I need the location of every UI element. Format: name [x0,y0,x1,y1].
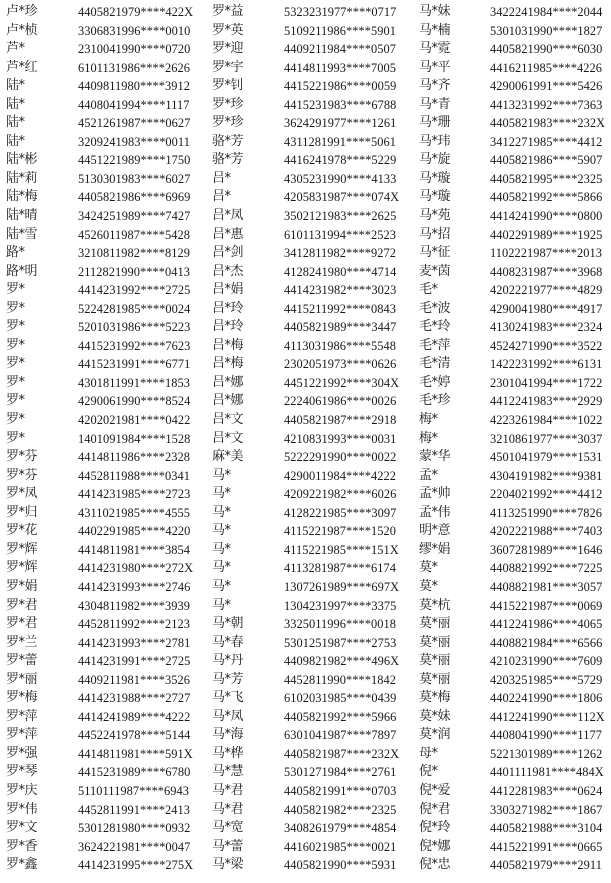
id-number: 2302051973****0626 [284,357,397,372]
person-name: 毛*波 [419,300,451,316]
id-number: 1304231997****3375 [284,598,397,613]
id-number: 4414241990****0800 [490,209,603,224]
person-name: 马*征 [419,245,451,261]
id-number: 4414231980****272X [78,561,194,576]
id-number: 5224281985****0024 [78,301,191,316]
id-number: 4202221988****7403 [490,524,603,539]
id-number: 1401091984****1528 [78,431,191,446]
id-number: 4524271990****3522 [490,338,603,353]
id-number: 4414811986****2328 [78,450,190,465]
id-number: 4402291989****1925 [490,227,603,242]
id-number: 4210231990****7609 [490,654,603,669]
id-number: 4209221982****6026 [284,487,397,502]
person-name: 马*宽 [212,820,244,836]
person-name: 毛*玲 [419,319,451,335]
person-name: 马*齐 [419,78,451,94]
id-number: 4304811982****3939 [78,598,190,613]
person-name: 吕* [212,170,231,186]
id-number: 4405821987****2918 [284,413,397,428]
id-number: 4452811992****2123 [78,617,190,632]
person-name: 倪* [419,764,438,780]
id-number: 4301811991****1853 [78,375,190,390]
person-name: 罗*梅 [6,690,38,706]
person-name: 罗*琴 [6,764,38,780]
id-number: 5323231977****0717 [284,5,397,19]
id-number: 4405821986****5907 [490,153,603,168]
person-name: 陆*晴 [6,208,38,224]
person-name: 骆*芳 [212,152,244,168]
id-number: 4412241983****2929 [490,394,603,409]
person-name: 吕*文 [212,412,244,428]
id-number: 1102221987****2013 [490,246,602,261]
person-name: 马*凤 [212,708,244,724]
person-name: 马*桦 [212,745,244,761]
id-number: 4128221985****3097 [284,505,397,520]
person-name: 吕*梅 [212,356,244,372]
person-name: 芦*红 [6,59,38,75]
person-name: 倪*爱 [419,782,451,798]
person-name: 卢*珍 [6,4,38,19]
person-name: 马* [212,560,231,576]
id-number: 3424251989****7427 [78,209,191,224]
person-name: 明*意 [419,523,451,539]
id-number: 4415231983****6788 [284,97,397,112]
person-name: 陆* [6,78,25,94]
id-number: 4305231990****4133 [284,171,397,186]
person-name: 罗*英 [212,22,244,38]
person-name: 马*霓 [419,41,451,57]
person-name: 罗*伟 [6,801,38,817]
person-name: 罗* [6,282,25,298]
id-number: 4408041990****1177 [490,728,602,743]
person-name: 吕*惠 [212,226,244,242]
id-number: 4408821984****6566 [490,635,603,650]
person-name: 罗* [6,319,25,335]
person-name: 骆*芳 [212,133,244,149]
id-number: 4205831987****074X [284,190,400,205]
id-number: 3412811982****9272 [284,246,396,261]
person-name: 罗*辉 [6,560,38,576]
id-number: 1307261989****697X [284,579,400,594]
id-number: 4405821988****3104 [490,821,603,836]
id-number: 4414231985****2723 [78,487,191,502]
person-name: 吕*剑 [212,245,244,261]
id-number: 4415231989****6780 [78,765,191,780]
person-name: 莫* [419,560,438,576]
id-number: 4405821991****0703 [284,783,397,798]
id-number: 6101131986****2626 [78,60,190,75]
person-name: 吕*娜 [212,393,244,409]
person-name: 陆* [6,115,25,131]
person-name: 孟*伟 [419,504,451,520]
person-name: 马*楠 [419,22,451,38]
person-name: 孟* [419,467,438,483]
person-name: 罗*益 [212,4,244,19]
id-number: 4416211985****4226 [490,60,602,75]
person-name: 罗*萍 [6,727,38,743]
person-name: 罗*宇 [212,59,244,75]
person-name: 吕*娟 [212,282,244,298]
person-name: 倪*君 [419,801,451,817]
id-number: 4452241978****5144 [78,728,191,743]
person-name: 陆* [6,96,25,112]
person-name: 罗*迎 [212,41,244,57]
id-number: 5201031986****5223 [78,320,191,335]
id-number: 4415231991****6771 [78,357,191,372]
id-number: 4408231987****3968 [490,264,603,279]
id-number: 4405821982****2325 [284,802,397,817]
id-number: 4130241983****2324 [490,320,603,335]
person-name: 马*芳 [212,671,244,687]
person-name: 马* [212,486,231,502]
person-name: 罗*文 [6,820,38,836]
id-number: 4415211992****0843 [284,301,396,316]
person-name: 罗*钊 [212,78,244,94]
id-number: 4290041980****4917 [490,301,603,316]
person-name: 罗*鑫 [6,857,38,873]
id-number: 4409821982****496X [284,654,400,669]
id-number: 4210831993****0031 [284,431,397,446]
id-number: 5301271984****2761 [284,765,397,780]
person-name: 马*青 [419,96,451,112]
id-number: 4412281983****0624 [490,783,603,798]
person-name: 马* [212,467,231,483]
id-number: 4304191982****9381 [490,468,603,483]
person-name: 毛*珍 [419,393,451,409]
id-number: 4405821990****6030 [490,42,603,57]
person-name: 梅* [419,412,438,428]
person-name: 芦* [6,41,25,57]
id-number: 4311021985****4555 [78,505,190,520]
person-name: 吕*凤 [212,208,244,224]
person-name: 罗*芬 [6,467,38,483]
person-name: 马*蕾 [212,838,244,854]
id-number: 4408041994****1117 [78,97,190,112]
id-number: 4414811981****591X [78,746,193,761]
id-number: 4414231988****2727 [78,691,191,706]
person-name: 罗*兰 [6,634,38,650]
person-name: 莫*梅 [419,690,451,706]
id-number: 4405821995****2325 [490,171,603,186]
id-number: 4409211984****0507 [284,42,396,57]
id-number: 6101131994****2523 [284,227,396,242]
person-name: 马*君 [212,801,244,817]
id-number: 4405821979****2911 [490,858,602,873]
id-number: 5109211986****5901 [284,23,396,38]
id-number: 4452811988****0341 [78,468,190,483]
id-number: 4414231992****2725 [78,283,191,298]
person-name: 毛* [419,282,438,298]
person-name: 莫*丽 [419,671,451,687]
person-name: 毛*婷 [419,374,451,390]
id-number: 3422241984****2044 [490,5,603,19]
id-number: 4416241978****5229 [284,153,397,168]
id-number: 4414811981****3854 [78,542,190,557]
id-number: 2204021992****4412 [490,487,603,502]
id-number: 4451221992****304X [284,375,400,390]
person-name: 马*梁 [212,857,244,873]
id-number: 4405821979****422X [78,5,194,19]
person-name: 马* [212,523,231,539]
person-name: 陆*莉 [6,170,38,186]
id-number: 4405821987****232X [284,746,400,761]
id-number: 4414241989****4222 [78,709,191,724]
person-name: 罗*凤 [6,486,38,502]
person-name: 倪*玲 [419,820,451,836]
person-name: 吕*梅 [212,337,244,353]
person-name: 吕*玲 [212,319,244,335]
id-number: 4415231992****7623 [78,338,191,353]
person-name: 毛*萍 [419,337,451,353]
person-name: 吕*玲 [212,300,244,316]
id-number: 5130301983****6027 [78,171,191,186]
id-number: 3412271985****4412 [490,134,603,149]
person-name: 莫*润 [419,727,451,743]
person-name: 马*飞 [212,690,244,706]
id-number: 4414231991****2725 [78,654,191,669]
id-number: 4452811990****1842 [284,672,396,687]
id-number: 2224061986****0026 [284,394,397,409]
id-number: 4401111981****484X [490,765,604,780]
id-number: 5110111987****6943 [78,783,190,798]
id-number: 4416021985****0021 [284,839,397,854]
id-number: 5222291990****0022 [284,450,397,465]
id-number: 3502121983****2625 [284,209,397,224]
id-number: 4415221991****0665 [490,839,603,854]
id-number: 4290061990****8524 [78,394,191,409]
person-name: 蒙*华 [419,449,451,465]
id-number: 4113281987****6174 [284,561,396,576]
person-name: 梅* [419,430,438,446]
person-name: 罗*珍 [212,115,244,131]
person-name: 罗*香 [6,838,38,854]
person-name: 吕*娜 [212,374,244,390]
person-name: 卢*桢 [6,22,38,38]
id-number: 4402291985****4220 [78,524,191,539]
person-name: 缪*娟 [419,541,451,557]
id-number: 4405821992****5866 [490,190,603,205]
person-name: 陆*雪 [6,226,38,242]
person-name: 马*璇 [419,170,451,186]
id-number: 3210811982****8129 [78,246,190,261]
id-number: 3325011996****0018 [284,617,396,632]
id-number: 4526011987****5428 [78,227,190,242]
person-name: 马*璇 [419,189,451,205]
person-name: 莫*丽 [419,634,451,650]
id-number: 3408261979****4854 [284,821,397,836]
id-number: 6301041987****7897 [284,728,397,743]
id-number: 5301281980****0932 [78,821,191,836]
id-number: 4405821983****232X [490,116,606,131]
person-name: 马*君 [212,782,244,798]
id-number: 4412241990****112X [490,709,605,724]
person-name: 罗* [6,356,25,372]
id-number: 4414231995****275X [78,858,194,873]
id-number: 3209241983****0011 [78,134,190,149]
id-number: 5301031990****1827 [490,23,603,38]
id-number: 4115221987****1520 [284,524,396,539]
person-name: 罗*珍 [212,96,244,112]
id-number: 4414811993****7005 [284,60,396,75]
person-name: 吕*文 [212,430,244,446]
id-number: 2301041994****1722 [490,375,603,390]
id-number: 4413231992****7363 [490,97,603,112]
person-name: 罗*花 [6,523,38,539]
id-number: 4202021981****0422 [78,413,191,428]
person-name: 路*明 [6,263,38,279]
person-name: 罗*庆 [6,782,38,798]
person-name: 罗*娟 [6,578,38,594]
id-number: 2112821990****0413 [78,264,190,279]
person-name: 倪*忠 [419,857,451,873]
person-name: 罗*蕾 [6,653,38,669]
person-name: 吕* [212,189,231,205]
id-number: 4415221986****0059 [284,79,397,94]
id-number: 4128241980****4714 [284,264,397,279]
id-number: 4203251985****5729 [490,672,603,687]
person-name: 陆*彬 [6,152,38,168]
person-name: 马* [212,541,231,557]
person-name: 陆* [6,133,25,149]
id-number: 4412241986****4065 [490,617,603,632]
person-name: 马*苑 [419,208,451,224]
person-name: 马*海 [212,727,244,743]
id-number: 3607281989****1646 [490,542,603,557]
person-name: 母* [419,745,438,761]
id-number: 4290011984****4222 [284,468,396,483]
person-name: 马*玮 [419,133,451,149]
person-name: 马* [212,578,231,594]
person-name: 罗*丽 [6,671,38,687]
id-number: 4409211981****3526 [78,672,190,687]
id-number: 4451221989****1750 [78,153,191,168]
person-name: 莫*丽 [419,616,451,632]
person-name: 罗*芬 [6,449,38,465]
person-name: 马*朝 [212,616,244,632]
person-name: 罗*君 [6,616,38,632]
person-name: 罗* [6,337,25,353]
id-number: 4405821989****3447 [284,320,397,335]
id-number: 3624291977****1261 [284,116,397,131]
person-name: 莫*杭 [419,597,451,613]
person-name: 马*妹 [419,4,451,19]
id-number: 4113251990****7826 [490,505,602,520]
person-name: 麦*茵 [419,263,451,279]
person-name: 罗*强 [6,745,38,761]
id-number: 4414231982****3023 [284,283,397,298]
person-name: 罗*归 [6,504,38,520]
person-name: 马* [212,597,231,613]
id-number: 4415221987****0069 [490,598,603,613]
id-number: 4311281991****5061 [284,134,396,149]
person-name: 罗*萍 [6,708,38,724]
person-name: 马*平 [419,59,451,75]
person-name: 罗* [6,393,25,409]
person-name: 莫* [419,578,438,594]
id-number: 4408821992****7225 [490,561,603,576]
id-number: 4405821990****5931 [284,858,397,873]
person-name: 罗* [6,412,25,428]
id-number: 4452811991****2413 [78,802,190,817]
id-number: 4521261987****0627 [78,116,191,131]
id-number: 4414231993****2746 [78,579,191,594]
id-number: 6102031985****0439 [284,691,397,706]
id-number: 3624221981****0047 [78,839,191,854]
person-name: 吕*杰 [212,263,244,279]
person-name: 麻*美 [212,449,244,465]
id-number: 3306831996****0010 [78,23,191,38]
id-number: 4202221977****4829 [490,283,603,298]
person-name: 罗*辉 [6,541,38,557]
id-number: 4115221985****151X [284,542,399,557]
id-number: 4402241990****1806 [490,691,603,706]
person-name: 马*慧 [212,764,244,780]
person-name: 陆*梅 [6,189,38,205]
person-name: 路* [6,245,25,261]
person-name: 毛*清 [419,356,451,372]
id-number: 3303271982****1867 [490,802,603,817]
person-name: 孟*帅 [419,486,451,502]
person-name: 罗*君 [6,597,38,613]
person-name: 马* [212,504,231,520]
id-number: 2310041990****0720 [78,42,191,57]
id-number: 4414231993****2781 [78,635,191,650]
id-number: 4501041979****1531 [490,450,603,465]
id-number: 4405821992****5966 [284,709,397,724]
person-name: 罗* [6,300,25,316]
person-name: 莫*妹 [419,708,451,724]
person-name: 马*春 [212,634,244,650]
id-number: 4113031986****5548 [284,338,396,353]
id-number: 4409811980****3912 [78,79,190,94]
id-number: 4405821986****6969 [78,190,191,205]
id-number: 1422231992****6131 [490,357,603,372]
id-number: 4290061991****5426 [490,79,603,94]
person-name: 马*招 [419,226,451,242]
id-number: 5301251987****2753 [284,635,397,650]
id-number: 4223261984****1022 [490,413,603,428]
id-number: 5221301989****1262 [490,746,603,761]
person-name: 马*丹 [212,653,244,669]
person-name: 马*旋 [419,152,451,168]
person-name: 倪*娜 [419,838,451,854]
person-name: 罗* [6,374,25,390]
person-name: 罗* [6,430,25,446]
id-number: 3210861977****3037 [490,431,603,446]
person-name: 莫*丽 [419,653,451,669]
id-number: 4408821981****3057 [490,579,603,594]
person-name: 马*珊 [419,115,451,131]
